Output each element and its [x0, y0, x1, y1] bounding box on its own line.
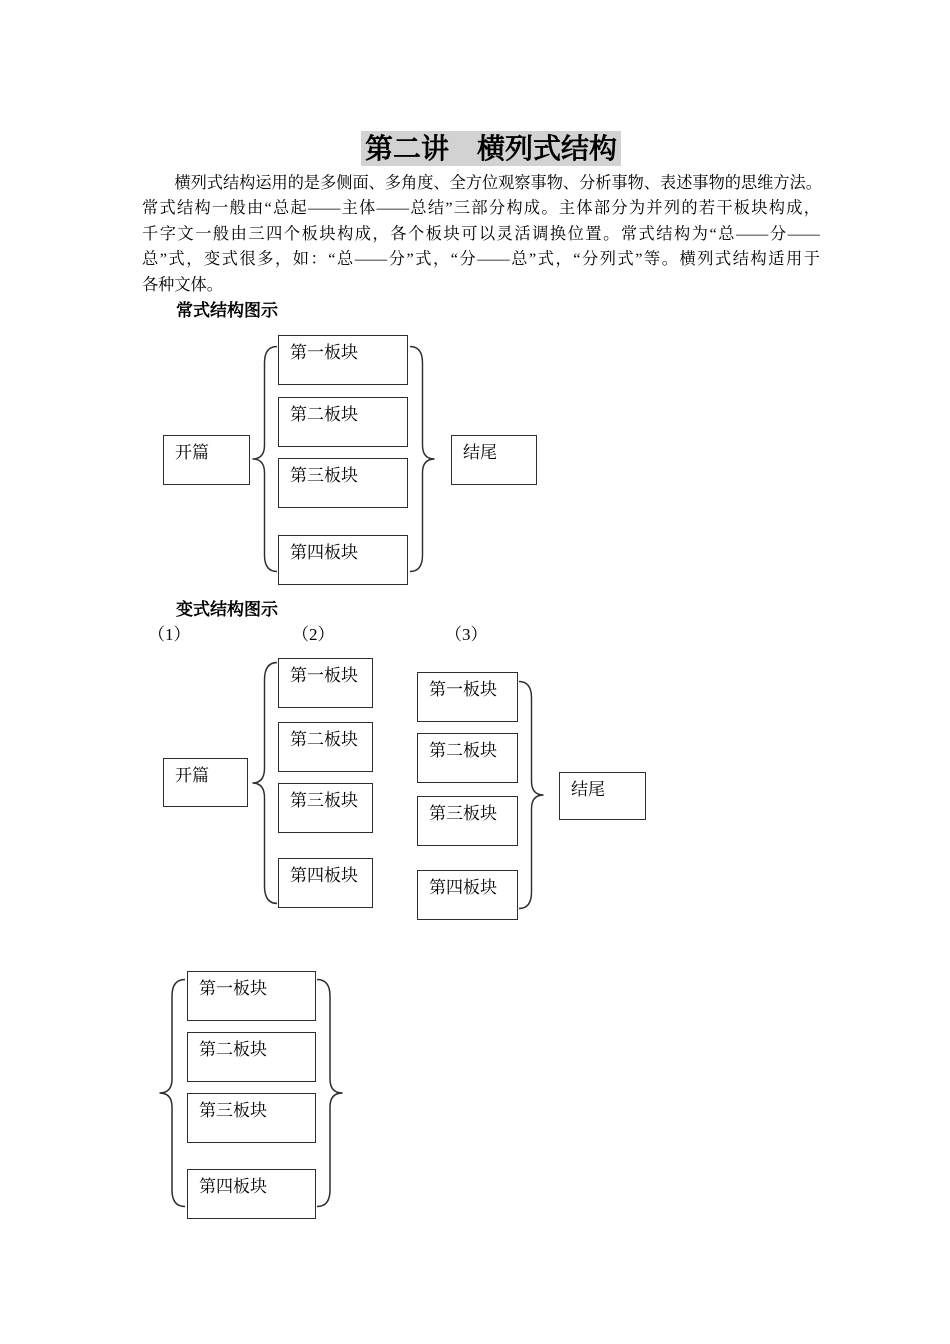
right-brace-icon [518, 680, 545, 910]
block-box-2: 第二板块 [187, 1032, 316, 1082]
ending-box: 结尾 [559, 772, 646, 820]
block-box-1: 第一板块 [278, 658, 373, 708]
intro-line-4: 总”式，变式很多，如：“总——分”式，“分——总”式，“分列式”等。横列式结构适用于 [142, 250, 820, 269]
intro-line-1: 横列式结构运用的是多侧面、多角度、全方位观察事物、分析事物、表述事物的思维方法。 [174, 174, 822, 192]
block-box-3: 第三板块 [187, 1093, 316, 1143]
variant-label-1: （1） [148, 625, 191, 644]
opening-box: 开篇 [163, 435, 250, 485]
intro-line-2: 常式结构一般由“总起——主体——总结”三部分构成。主体部分为并列的若干板块构成， [142, 199, 820, 218]
block-box-3: 第三板块 [278, 783, 373, 833]
left-brace-icon [158, 978, 186, 1208]
block-box-2: 第二板块 [417, 733, 518, 783]
variant-structure-heading: 变式结构图示 [176, 600, 278, 619]
intro-line-3: 千字文一般由三四个板块构成，各个板块可以灵活调换位置。常式结构为“总——分—— [142, 224, 820, 243]
right-brace-icon [316, 978, 344, 1208]
block-box-4: 第四板块 [417, 870, 518, 920]
right-brace-icon [409, 345, 436, 573]
block-box-3: 第三板块 [417, 796, 518, 846]
left-brace-icon [251, 345, 278, 573]
block-box-3: 第三板块 [278, 458, 408, 508]
block-box-4: 第四板块 [187, 1169, 316, 1219]
block-box-1: 第一板块 [187, 971, 316, 1021]
block-box-4: 第四板块 [278, 535, 408, 585]
standard-structure-heading: 常式结构图示 [176, 301, 278, 320]
block-box-2: 第二板块 [278, 722, 373, 772]
block-box-2: 第二板块 [278, 397, 408, 447]
ending-box: 结尾 [451, 435, 537, 485]
intro-paragraph [142, 171, 820, 298]
left-brace-icon [251, 661, 278, 905]
block-box-1: 第一板块 [417, 672, 518, 722]
variant-label-3: （3） [445, 625, 488, 644]
page-title: 第二讲 横列式结构 [361, 131, 621, 166]
variant-label-2: （2） [292, 625, 335, 644]
block-box-4: 第四板块 [278, 858, 373, 908]
block-box-1: 第一板块 [278, 335, 408, 385]
opening-box: 开篇 [163, 758, 248, 807]
intro-line-5: 各种文体。 [142, 275, 223, 294]
